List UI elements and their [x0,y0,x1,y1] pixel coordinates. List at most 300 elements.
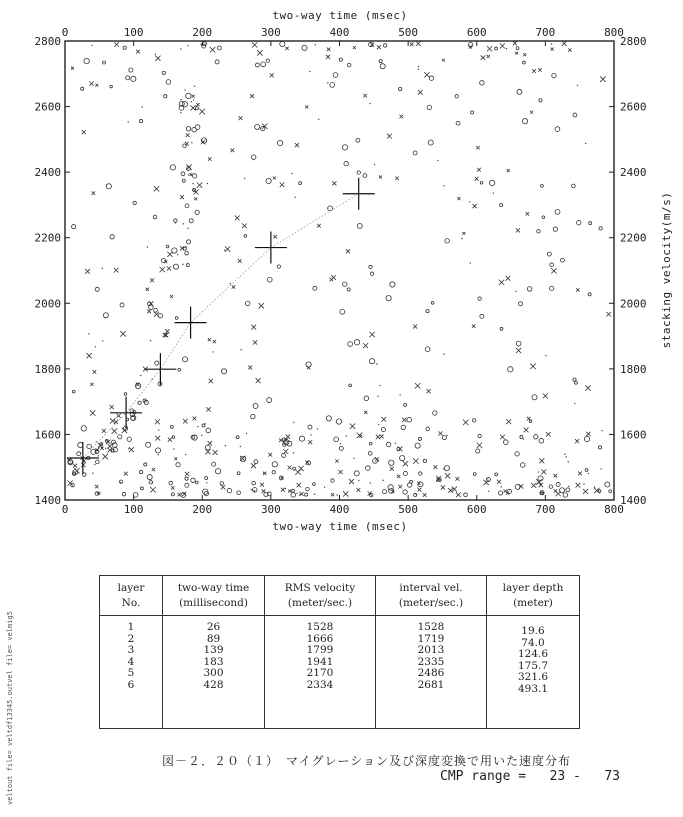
scatter-point-cross [90,410,95,415]
scatter-point-circle [529,420,532,423]
scatter-point-cross [136,50,140,54]
scatter-point-cross [120,331,125,336]
velocity-pick-marker [175,307,207,339]
table-cell: 2 [127,632,135,645]
scatter-point-cross [530,111,533,114]
scatter-point-circle [370,359,375,364]
scatter-point-cross [185,472,189,476]
scatter-point-cross [286,434,290,438]
scatter-point-circle [339,446,343,450]
scatter-point-circle [334,437,339,442]
scatter-point-cross [413,458,419,464]
header-layer-depth [487,576,580,616]
scatter-point-dot [246,433,247,434]
scatter-point-circle [532,395,537,400]
scatter-point-cross [551,268,556,273]
scatter-point-cross [185,142,189,146]
scatter-point-cross [327,48,331,52]
scatter-point-circle [261,62,266,67]
scatter-point-cross [273,176,276,179]
scatter-point-circle [354,340,359,345]
scatter-point-cross [193,189,198,194]
scatter-point-cross [335,460,338,463]
scatter-point-cross [576,483,581,488]
scatter-point-cross [114,268,119,273]
scatter-point-circle [185,483,189,487]
velocity-table [99,575,580,729]
scatter-point-cross [424,72,429,77]
scatter-point-dot [187,45,188,46]
scatter-point-cross [124,472,128,476]
scatter-point-dot [192,183,193,184]
scatter-point-circle [253,403,258,408]
scatter-point-cross [426,389,430,393]
scatter-point-dot [142,106,143,107]
scatter-point-cross [416,41,421,46]
scatter-point-cross [210,47,215,52]
scatter-point-cross [473,204,477,208]
scatter-point-dot [182,264,183,265]
scatter-point-circle [426,427,430,431]
x-tick-label-top: 300 [260,26,281,39]
scatter-point-dot [197,426,198,427]
scatter-point-cross [251,325,256,330]
scatter-point-dot [315,44,316,45]
scatter-point-circle [251,155,255,159]
scatter-point-circle [573,113,577,117]
scatter-point-circle [195,125,200,130]
table-cell: 428 [203,678,224,691]
scatter-point-cross [484,480,489,485]
scatter-point-dot [515,291,516,292]
scatter-point-circle [539,99,542,102]
scatter-point-circle [255,63,259,67]
scatter-point-cross [583,489,588,494]
scatter-point-cross [395,177,398,180]
scatter-point-cross [448,488,453,493]
scatter-point-dot [437,160,438,161]
y-tick-label-right: 1400 [620,494,647,507]
scatter-point-dot [187,228,188,229]
scatter-point-cross [71,67,74,70]
scatter-point-cross [402,418,407,423]
scatter-point-cross [423,493,427,497]
scatter-point-circle [605,482,610,487]
scatter-point-dot [200,44,201,45]
scatter-point-circle [170,425,173,428]
table-cell: 2335 [417,655,445,668]
header-text: No. [121,596,141,609]
scatter-point-circle [181,172,185,176]
scatter-point-circle [403,471,407,475]
scatter-point-circle [237,472,240,475]
scatter-point-cross [455,477,459,481]
scatter-point-cross [387,134,392,139]
scatter-point-dot [551,43,552,44]
scatter-point-dot [601,430,602,431]
scatter-point-circle [500,327,503,330]
scatter-point-circle [178,368,181,371]
scatter-point-cross [413,324,417,328]
scatter-point-cross [516,228,520,232]
scatter-point-cross [338,470,342,474]
scatter-point-circle [206,445,211,450]
table-cell: 1941 [306,655,334,668]
scatter-point-circle [206,428,211,433]
scatter-point-circle [96,460,100,464]
scatter-point-cross [257,50,263,56]
scatter-point-cross [513,41,517,45]
scatter-point-circle [110,235,114,239]
scatter-point-cross [295,143,299,147]
scatter-point-circle [489,180,494,185]
scatter-point-cross [256,378,261,383]
scatter-point-dot [207,183,208,184]
scatter-point-cross [281,488,285,492]
scatter-point-circle [518,302,522,306]
scatter-point-circle [427,105,431,109]
scatter-point-cross [89,81,93,85]
scatter-point-cross [213,340,216,343]
scatter-point-cross [463,420,468,425]
scatter-point-circle [363,174,367,178]
scatter-point-cross [507,169,510,172]
scatter-point-circle [252,481,256,485]
scatter-point-dot [296,493,297,494]
scatter-point-dot [102,268,103,269]
scatter-point-circle [174,219,178,223]
scatter-point-circle [418,437,421,440]
scatter-point-cross [418,488,422,492]
scatter-point-cross [117,414,121,418]
scatter-point-cross [155,419,160,424]
table-cell: 6 [127,678,135,691]
scatter-point-circle [81,87,84,90]
header-rms-velocity [265,576,376,616]
scatter-point-cross [259,303,265,309]
header-text: (meter) [513,596,553,609]
scatter-point-cross [441,485,445,489]
scatter-point-circle [133,201,136,204]
scatter-point-cross [213,450,218,455]
x-tick-label-bottom: 100 [123,503,144,516]
scatter-point-dot [327,82,328,83]
scatter-point-circle [222,369,227,374]
scatter-point-circle [306,487,310,491]
table-cell: 89 [206,632,221,645]
scatter-point-dot [340,443,341,444]
scatter-point-dot [564,454,565,455]
scatter-point-cross [438,431,442,435]
header-text: (meter/sec.) [398,596,464,609]
scatter-point-dot [188,174,189,175]
scatter-point-cross [350,424,355,429]
scatter-point-circle [201,138,206,143]
scatter-point-circle [305,493,308,496]
scatter-point-cross [268,453,272,457]
scatter-point-cross [578,471,582,475]
scatter-point-dot [193,99,194,100]
scatter-point-circle [369,442,372,445]
scatter-point-circle [215,469,220,474]
scatter-point-circle [172,248,177,253]
scatter-point-cross [543,393,548,398]
scatter-point-cross [146,288,149,291]
scatter-point-dot [470,262,471,263]
scatter-point-dot [293,422,294,423]
scatter-point-cross [93,370,97,374]
scatter-point-dot [574,403,575,404]
column-layer-no [100,616,163,729]
scatter-point-circle [255,124,260,129]
velocity-pick-marker [343,178,375,210]
scatter-point-circle [386,442,390,446]
scatter-point-cross [168,438,172,442]
column-layer-depth [487,616,580,729]
scatter-point-circle [266,178,271,183]
scatter-point-cross [170,295,173,298]
scatter-point-circle [354,471,359,476]
table-cell: 4 [127,655,135,668]
scatter-point-circle [140,487,143,490]
scatter-point-cross [523,53,526,56]
velocity-pick-marker [67,442,99,474]
scatter-point-circle [195,107,198,110]
scatter-point-circle [357,171,360,174]
scatter-point-dot [588,473,589,474]
scatter-point-circle [480,181,483,184]
scatter-point-circle [103,313,108,318]
scatter-point-cross [129,447,134,452]
scatter-point-cross [308,440,312,444]
scatter-point-dot [102,340,103,341]
scatter-point-dot [594,486,595,487]
scatter-point-cross [546,432,551,437]
scatter-point-cross [112,428,118,434]
scatter-point-dot [538,471,539,472]
scatter-point-dot [150,340,151,341]
scatter-point-dot [184,89,185,90]
scatter-point-circle [515,452,519,456]
scatter-point-circle [215,60,219,64]
x-tick-label-bottom: 400 [329,503,350,516]
scatter-point-circle [171,493,174,496]
scatter-point-circle [183,357,188,362]
scatter-point-circle [278,140,283,145]
scatter-point-circle [549,485,553,489]
scatter-point-cross [403,461,408,466]
scatter-point-circle [522,119,527,124]
table-cell: 1666 [306,632,334,645]
scatter-point-cross [288,490,291,493]
scatter-point-cross [242,223,247,228]
scatter-point-cross [194,198,197,201]
scatter-point-circle [280,41,285,46]
scatter-point-dot [566,456,567,457]
scatter-point-circle [103,61,106,64]
scatter-point-circle [195,210,199,214]
scatter-point-dot [488,491,489,492]
x-tick-label-bottom: 0 [61,503,69,516]
scatter-point-circle [480,314,484,318]
scatter-point-circle [560,488,565,493]
scatter-point-dot [506,48,507,49]
scatter-point-cross [82,130,86,134]
scatter-point-circle [166,80,171,85]
scatter-point-circle [344,161,348,165]
x-axis-title-bottom: two-way time (msec) [272,520,408,533]
table-body-row [100,616,580,729]
scatter-point-cross [434,465,438,469]
scatter-point-circle [169,481,173,485]
scatter-point-circle [348,342,353,347]
velocity-pick-marker [255,232,287,264]
scatter-point-circle [185,251,189,255]
scatter-point-circle [433,411,437,415]
scatter-point-circle [349,384,352,387]
scatter-point-circle [537,230,540,233]
scatter-point-cross [462,232,465,235]
scatter-point-cross [288,465,292,469]
scatter-point-cross [531,483,536,488]
table-cell: 2013 [417,644,445,656]
scatter-point-circle [480,81,484,85]
scatter-point-dot [206,482,207,483]
scatter-point-dot [105,448,106,449]
scatter-point-cross [307,366,310,369]
y-tick-label-right: 2000 [620,297,647,311]
scatter-point-circle [383,44,386,47]
scatter-point-circle [186,127,191,132]
scatter-point-circle [326,416,331,421]
scatter-point-dot [194,86,195,87]
scatter-point-cross [251,463,256,468]
scatter-point-circle [333,73,338,78]
scatter-point-circle [527,287,532,292]
header-text: layer [117,581,145,594]
scatter-point-cross [415,383,420,388]
scatter-point-cross [364,411,367,414]
table-cell: 2334 [306,678,334,691]
scatter-point-dot [244,178,245,179]
scatter-point-dot [523,438,524,439]
scatter-point-dot [314,494,315,495]
scatter-point-cross [235,216,240,221]
table-cell: 321.6 [517,671,549,683]
scatter-point-circle [366,466,371,471]
scatter-point-circle [380,64,385,69]
table-cell: 2170 [306,667,334,679]
table-cell: 5 [127,667,135,679]
scatter-point-circle [516,47,519,50]
scatter-point-cross [253,340,257,344]
table-cell: 19.6 [521,625,545,637]
axis-ticks [35,26,647,516]
table-cell: 1 [127,621,135,633]
scatter-point-circle [464,493,468,497]
scatter-point-dot [358,480,359,481]
scatter-point-dot [568,486,569,487]
scatter-point-circle [202,424,205,427]
scatter-point-circle [555,209,560,214]
scatter-point-dot [395,443,396,444]
scatter-point-dot [206,43,207,44]
scatter-point-circle [472,419,475,422]
scatter-point-cross [150,278,154,282]
scatter-point-circle [534,435,538,439]
scatter-point-dot [254,490,255,491]
scatter-point-cross [606,312,611,317]
scatter-point-dot [180,99,181,100]
scatter-point-circle [356,138,360,142]
scatter-point-cross [487,55,490,58]
scatter-point-circle [552,73,556,77]
scatter-point-dot [155,54,156,55]
column-two-way-time [163,616,265,729]
scatter-point-dot [345,435,346,436]
scatter-point-circle [503,440,508,445]
scatter-point-cross [369,332,374,337]
velocity-pick-marker [144,353,176,385]
y-tick-label-right: 2800 [620,35,647,48]
scatter-point-circle [162,71,165,74]
scatter-point-circle [129,68,133,72]
scatter-point-cross [285,47,288,50]
scatter-point-cross [174,457,177,460]
scatter-point-cross [363,343,368,348]
scatter-point-dot [291,173,292,174]
scatter-point-circle [585,469,588,472]
scatter-point-circle [164,95,167,98]
scatter-point-circle [542,216,545,219]
scatter-point-circle [426,310,429,313]
scatter-point-cross [377,45,381,49]
table-cell: 2486 [417,667,445,679]
table-header-row [100,576,580,616]
table-cell: 1799 [306,644,334,656]
y-tick-label-right: 1800 [620,362,647,376]
scatter-point-cross [576,288,579,291]
scatter-point-dot [180,48,181,49]
scatter-point-circle [186,264,189,267]
scatter-point-cross [177,493,181,497]
y-tick-label-right: 2600 [620,100,647,114]
scatter-point-cross [452,487,457,492]
scatter-point-circle [444,466,449,471]
scatter-point-cross [363,94,367,98]
figure-caption: 図－２．２０（１） マイグレーション及び深度変換で用いた速度分布 [162,754,572,768]
scatter-point-cross [357,488,361,492]
scatter-point-dot [191,101,192,102]
scatter-point-cross [375,457,379,461]
scatter-point-circle [175,317,178,320]
scatter-point-dot [92,473,93,474]
scatter-point-cross [343,491,348,496]
scatter-point-cross [193,417,197,421]
scatter-point-cross [160,267,165,272]
scatter-point-circle [429,76,433,80]
scatter-point-circle [340,309,345,314]
scatter-point-dot [324,487,325,488]
scatter-point-circle [95,287,99,291]
x-tick-label-top: 800 [604,26,624,39]
scatter-point-circle [267,277,272,282]
scatter-point-circle [146,442,151,447]
scatter-point-circle [404,403,407,406]
y-tick-label-left: 2000 [34,297,61,311]
scatter-point-circle [399,87,402,90]
scatter-point-circle [495,473,498,476]
